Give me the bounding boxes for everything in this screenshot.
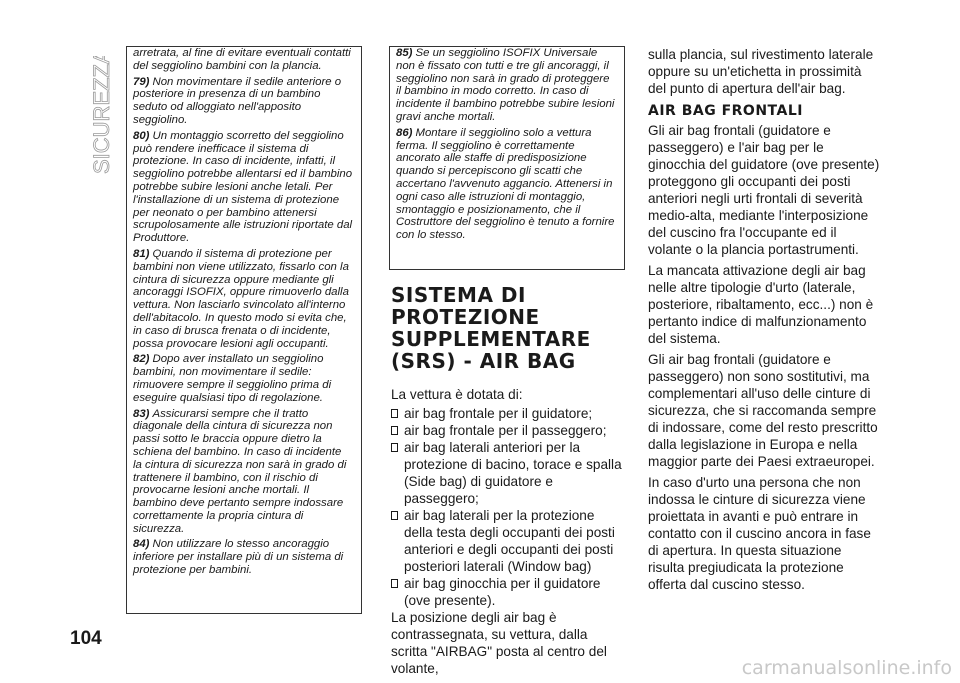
bullet-icon [391, 443, 398, 452]
note-text: Non movimentare il sedile anteriore o posteriore in presenza di un bambino seduto od alloggiato nell'apposito seggiolino. [133, 75, 342, 126]
bullet-icon [391, 579, 398, 588]
section-heading: SISTEMA DI PROTEZIONE SUPPLEMENTARE (SRS) - AIR BAG [391, 283, 591, 373]
page-number: 104 [70, 628, 102, 649]
note-text: Un montaggio scorretto del seggiolino può rendere inefficace il sistema di protezione. In caso di incidente, infatti, il seggiolino potrebbe allentarsi ed il bambino potrebbe subire lesioni anche letali. Per l'installazione di un sistema di protezione per neonato o per bambino attenersi scrupolosamente alle istruzioni riportate dal Produttore. [133, 129, 353, 245]
note-item [133, 353, 353, 404]
bullet-item [391, 439, 623, 507]
bullet-icon [391, 409, 398, 418]
bullet-item [391, 405, 623, 422]
notes-list-2 [390, 47, 624, 242]
note-text: Quando il sistema di protezione per bambini non viene utilizzato, fissarlo con la cintura di sicurezza oppure mediante gli ancoraggi ISOFIX, oppure rimuoverlo dalla vettura. Non lasciarlo svincolato all'interno dell'abitacolo. In questo modo si evita che, in caso di brusca frenata o di incidente, possa provocare lesioni agli occupanti. [133, 247, 349, 350]
note-item [133, 248, 353, 350]
note-number: 86) [396, 126, 413, 139]
paragraph: In caso d'urto una persona che non indossa le cinture di sicurezza viene proiettata in avanti e può entrare in contatto con il cuscino ancora in fase di apertura. In questa situazione risulta pregiudicata la protezione offerta dal cuscino stesso. [648, 475, 871, 592]
note-number: 85) [396, 47, 413, 59]
continuation-text: sulla plancia, sul rivestimento laterale oppure su un'etichetta in prossimità del punto di apertura dell'air bag. [648, 47, 874, 96]
paragraph: Gli air bag frontali (guidatore e passeggero) non sono sostitutivi, ma complementari all'uso delle cinture di sicurezza, che si raccomanda sempre di indossare, come del resto prescritto dalla legislazione in Europa e nella maggior parte dei Paesi extraeuropei. [648, 352, 878, 469]
note-number: 82) [133, 353, 150, 366]
warning-notes-box-1 [126, 46, 362, 614]
note-text: Assicurarsi sempre che il tratto diagonale della cintura di sicurezza non passi sotto le braccia oppure dietro la schiena del bambino. In caso di incidente la cintura di sicurezza non sarà in grado di trattenere il bambino, con il rischio di provocarne lesioni anche mortali. Il bambino deve pertanto sempre indossare correttamente la propria cintura di sicurezza. [133, 407, 347, 535]
note-item [396, 47, 616, 124]
watermark: carmanualsonline.info [741, 657, 952, 679]
warning-notes-box-2 [389, 46, 625, 270]
bullet-text: air bag ginocchia per il guidatore (ove presente). [404, 576, 601, 608]
note-text: Non utilizzare lo stesso ancoraggio inferiore per installare più di un sistema di protezione per bambini. [133, 538, 344, 577]
note-item [133, 76, 353, 127]
bullet-text: air bag laterali per la protezione della testa degli occupanti dei posti anteriori e degli occupanti dei posti posteriori laterali (Window bag) [404, 508, 615, 574]
note-text: Se un seggiolino ISOFIX Universale non è fissato con tutti e tre gli ancoraggi, il seggiolino non sarà in grado di proteggere il bambino in modo corretto. In caso di incidente il bambino potrebbe subire lesioni gravi anche mortali. [396, 47, 615, 123]
note-item [133, 130, 353, 245]
srs-section [391, 284, 623, 679]
note-item [133, 538, 353, 576]
paragraph: La mancata attivazione degli air bag nelle altre tipologie d'urto (laterale, posteriore, ribaltamento, ecc...) non è pertanto indice di malfunzionamento del sistema. [648, 263, 874, 346]
notes-list-1 [127, 47, 361, 577]
paragraph: Gli air bag frontali (guidatore e passeggero) e l'air bag per le ginocchia del guidatore (ove presente) proteggono gli occupanti dei posti anteriori negli urti frontali di severità medio-alta, mediante l'interposizione del cuscino fra l'occupante ed il volante o la plancia portastrumenti. [648, 123, 880, 257]
notes-intro: arretrata, al fine di evitare eventuali contatti del seggiolino bambini con la plancia. [133, 47, 351, 72]
side-title-text: SICUREZZA [89, 56, 114, 174]
note-item [396, 127, 616, 242]
bullet-item [391, 575, 623, 609]
note-number: 83) [133, 407, 150, 420]
bullet-item [391, 507, 623, 575]
note-item [133, 408, 353, 536]
note-number: 81) [133, 247, 150, 260]
srs-closing: La posizione degli air bag è contrassegnata, su vettura, dalla scritta "AIRBAG" posta al centro del volante, [391, 610, 607, 676]
note-text: Dopo aver installato un seggiolino bambini, non movimentare il sedile: rimuovere sempre il seggiolino prima di eseguire qualsiasi tipo di regolazione. [133, 353, 332, 404]
bullet-text: air bag frontale per il passeggero; [404, 423, 607, 438]
bullet-icon [391, 511, 398, 520]
note-text: Montare il seggiolino solo a vettura ferma. Il seggiolino è correttamente ancorato alle staffe di predisposizione quando si percepiscono gli scatti che accertano l'avvenuto aggancio. Attenersi in ogni caso alle istruzioni di montaggio, smontaggio e posizionamento, che il Costruttore del seggiolino è tenuto a fornire con lo stesso. [396, 126, 615, 242]
bullet-icon [391, 426, 398, 435]
note-number: 80) [133, 129, 150, 142]
side-title-graphic [80, 56, 122, 176]
bullet-item [391, 422, 623, 439]
sub-heading: AIR BAG FRONTALI [648, 103, 803, 119]
note-number: 79) [133, 75, 150, 88]
note-number: 84) [133, 538, 150, 551]
bullet-text: air bag laterali anteriori per la protezione di bacino, torace e spalla (Side bag) di guidatore e passeggero; [404, 440, 622, 506]
srs-intro: La vettura è dotata di: [391, 387, 523, 402]
airbag-frontali-section [648, 46, 880, 597]
bullet-text: air bag frontale per il guidatore; [404, 406, 593, 421]
side-section-title [80, 56, 122, 176]
